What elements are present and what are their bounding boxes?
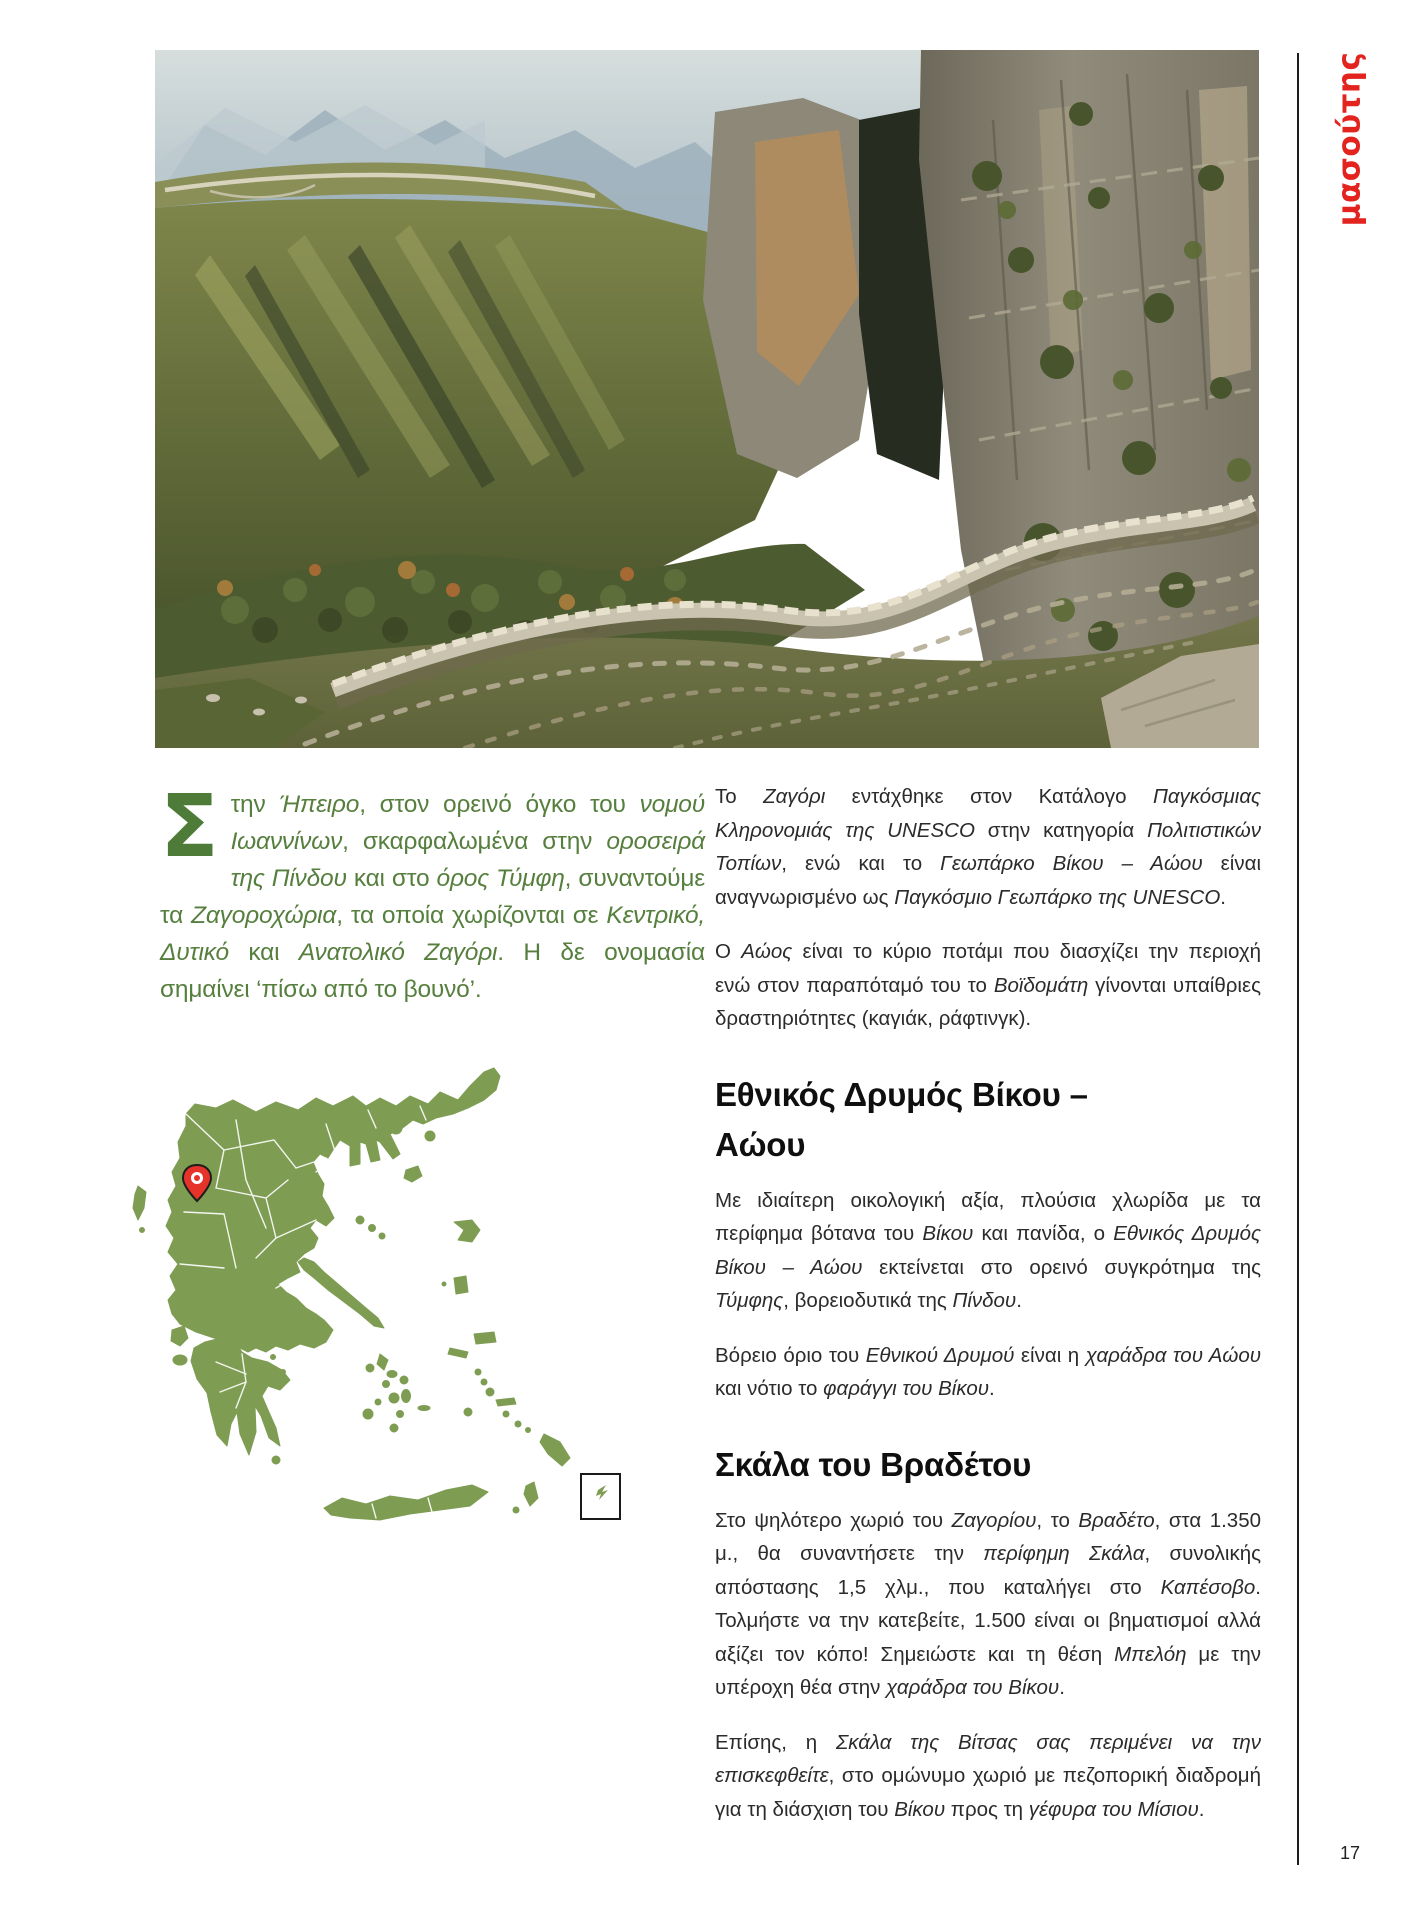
intro-paragraph — [160, 777, 706, 1008]
map-land — [133, 1068, 570, 1520]
article-paragraph-unesco: Το Ζαγόρι εντάχθηκε στον Κατάλογο Παγκόσμιας Κληρονομιάς της UNESCO στην κατηγορία Πολιτιστικών Τοπίων, ενώ και το Γεωπάρκο Βίκου – Αώου είναι αναγνωρισμένο ως Παγκόσμιο Γεωπάρκο της UNESCO. — [715, 785, 1261, 909]
article-column — [715, 780, 1261, 1847]
article-paragraph-aoos: Ο Αώος είναι το κύριο ποτάμι που διασχίζει την περιοχή ενώ στον παραπόταμό του το Βοϊδομάτη γίνονται υπαίθριες δραστηριότητες (καγιάκ, ράφτινγκ). — [715, 940, 1261, 1030]
section-heading-national-park: Εθνικός Δρυμός Βίκου – Αώου — [715, 1075, 1088, 1163]
kastellorizo-inset-box — [581, 1474, 620, 1519]
page-number: 17 — [1340, 1843, 1361, 1863]
greece-map — [128, 1062, 674, 1622]
article-paragraph-park-limits: Βόρειο όριο του Εθνικού Δρυμού είναι η χαράδρα του Αώου και νότιο το φαράγγι του Βίκου. — [715, 1343, 1262, 1400]
section-heading-skala-vradetou: Σκάλα του Βραδέτου — [715, 1445, 1032, 1483]
brand-logo-text: μασούτης — [1331, 51, 1367, 227]
drop-cap: Σ — [160, 777, 219, 877]
article-paragraph-vitsa: Επίσης, η Σκάλα της Βίτσας σας περιμένει να την επισκεφθείτε, στο ομώνυμο χωριό με πεζοπορική διαδρομή για τη διάσχιση του Βίκου προς τη γέφυρα του Μίσιου. — [715, 1730, 1261, 1821]
gorge-photo-illustration — [155, 50, 1259, 748]
gorge-photo — [155, 50, 1259, 748]
brand-logo — [1318, 50, 1380, 228]
greece-map-illustration — [128, 1062, 674, 1622]
vertical-divider — [1297, 53, 1299, 1865]
article-paragraph-skala: Στο ψηλότερο χωριό του Ζαγορίου, το Βραδέτο, στα 1.350 μ., θα συναντήσετε την περίφημη Σκάλα, συνολικής απόστασης 1,5 χλμ., που καταλήγει στο Καπέσοβο. Τολμήστε να την κατεβείτε, 1.500 είναι οι βηματισμοί αλλά αξίζει τον κόπο! Σημειώστε και τη θέση Μπελόη με την υπέροχη θέα στην χαράδρα του Βίκου. — [715, 1508, 1261, 1699]
intro-text: την Ήπειρο, στον ορεινό όγκο του νομού Ιωαννίνων, σκαρφαλωμένα στην οροσειρά της Πίνδου και στο όρος Τύμφη, συναντούμε τα Ζαγοροχώρια, τα οποία χωρίζονται σε Κεντρικό, Δυτικό και Ανατολικό Ζαγόρι. Η δε ονομασία σημαίνει ‘πίσω από το βουνό’. — [160, 791, 706, 1003]
article-paragraph-park-flora: Με ιδιαίτερη οικολογική αξία, πλούσια χλωρίδα με τα περίφημα βότανα του Βίκου και πανίδα, ο Εθνικός Δρυμός Βίκου – Αώου εκτείνεται στο ορεινό συγκρότημα της Τύμφης, βορειοδυτικά της Πίνδου. — [715, 1188, 1261, 1312]
